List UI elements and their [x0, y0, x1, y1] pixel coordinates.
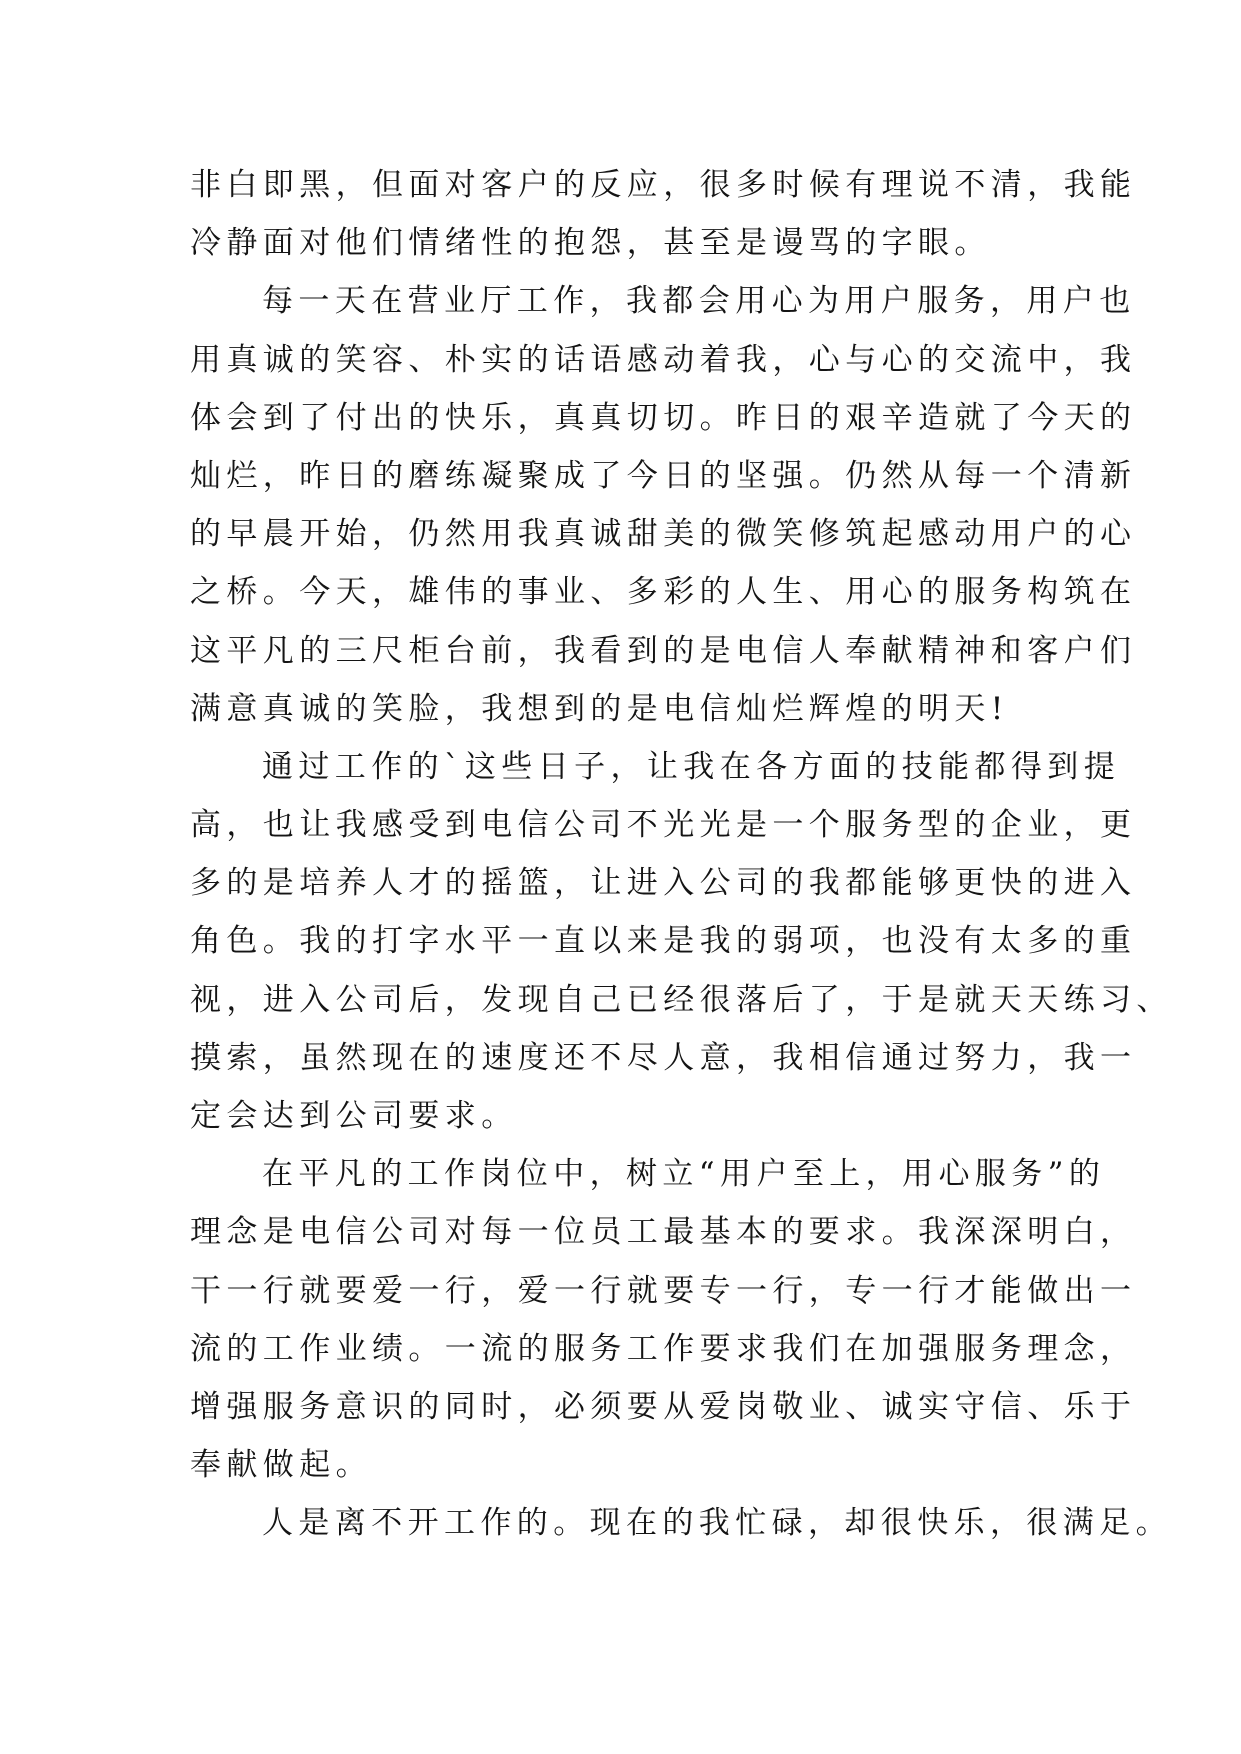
text-line: 之桥。今天，雄伟的事业、多彩的人生、用心的服务构筑在 — [190, 574, 1137, 611]
text-line: 用真诚的笑容、朴实的话语感动着我，心与心的交流中，我 — [190, 341, 1137, 378]
paragraph-start-line: 人是离不开工作的。现在的我忙碌，却很快乐，很满足。 — [262, 1505, 1172, 1542]
text-line: 角色。我的打字水平一直以来是我的弱项，也没有太多的重 — [190, 923, 1137, 960]
text-line: 冷静面对他们情绪性的抱怨，甚至是谩骂的字眼。 — [190, 225, 991, 262]
text-line: 体会到了付出的快乐，真真切切。昨日的艰辛造就了今天的 — [190, 399, 1137, 436]
text-line: 这平凡的三尺柜台前，我看到的是电信人奉献精神和客户们 — [190, 632, 1137, 669]
text-line: 多的是培养人才的摇篮，让进入公司的我都能够更快的进入 — [190, 865, 1137, 902]
paragraph-start-line: 在平凡的工作岗位中，树立“用户至上，用心服务”的 — [262, 1156, 1106, 1193]
document-body — [190, 156, 1173, 1553]
text-line: 满意真诚的笑脸，我想到的是电信灿烂辉煌的明天! — [190, 690, 1009, 727]
text-line: 视，进入公司后，发现自己已经很落后了，于是就天天练习、 — [190, 981, 1173, 1018]
text-line: 定会达到公司要求。 — [190, 1098, 518, 1134]
text-line: 高，也让我感受到电信公司不光光是一个服务型的企业，更 — [190, 807, 1137, 844]
text-line: 增强服务意识的同时，必须要从爱岗敬业、诚实守信、乐于 — [190, 1388, 1137, 1425]
text-line: 灿烂，昨日的磨练凝聚成了今日的坚强。仍然从每一个清新 — [190, 457, 1137, 494]
text-line: 的早晨开始，仍然用我真诚甜美的微笑修筑起感动用户的心 — [190, 516, 1137, 553]
text-line: 摸索，虽然现在的速度还不尽人意，我相信通过努力，我一 — [190, 1039, 1137, 1076]
paragraph-start-line: 每一天在营业厅工作，我都会用心为用户服务，用户也 — [262, 283, 1136, 320]
text-line: 理念是电信公司对每一位员工最基本的要求。我深深明白， — [190, 1214, 1137, 1251]
paragraph-start-line: 通过工作的`这些日子，让我在各方面的技能都得到提 — [262, 748, 1121, 785]
text-line: 非白即黑，但面对客户的反应，很多时候有理说不清，我能 — [190, 167, 1137, 203]
text-line: 流的工作业绩。一流的服务工作要求我们在加强服务理念， — [190, 1330, 1137, 1367]
text-line: 干一行就要爱一行，爱一行就要专一行，专一行才能做出一 — [190, 1272, 1137, 1309]
text-line: 奉献做起。 — [190, 1447, 372, 1484]
